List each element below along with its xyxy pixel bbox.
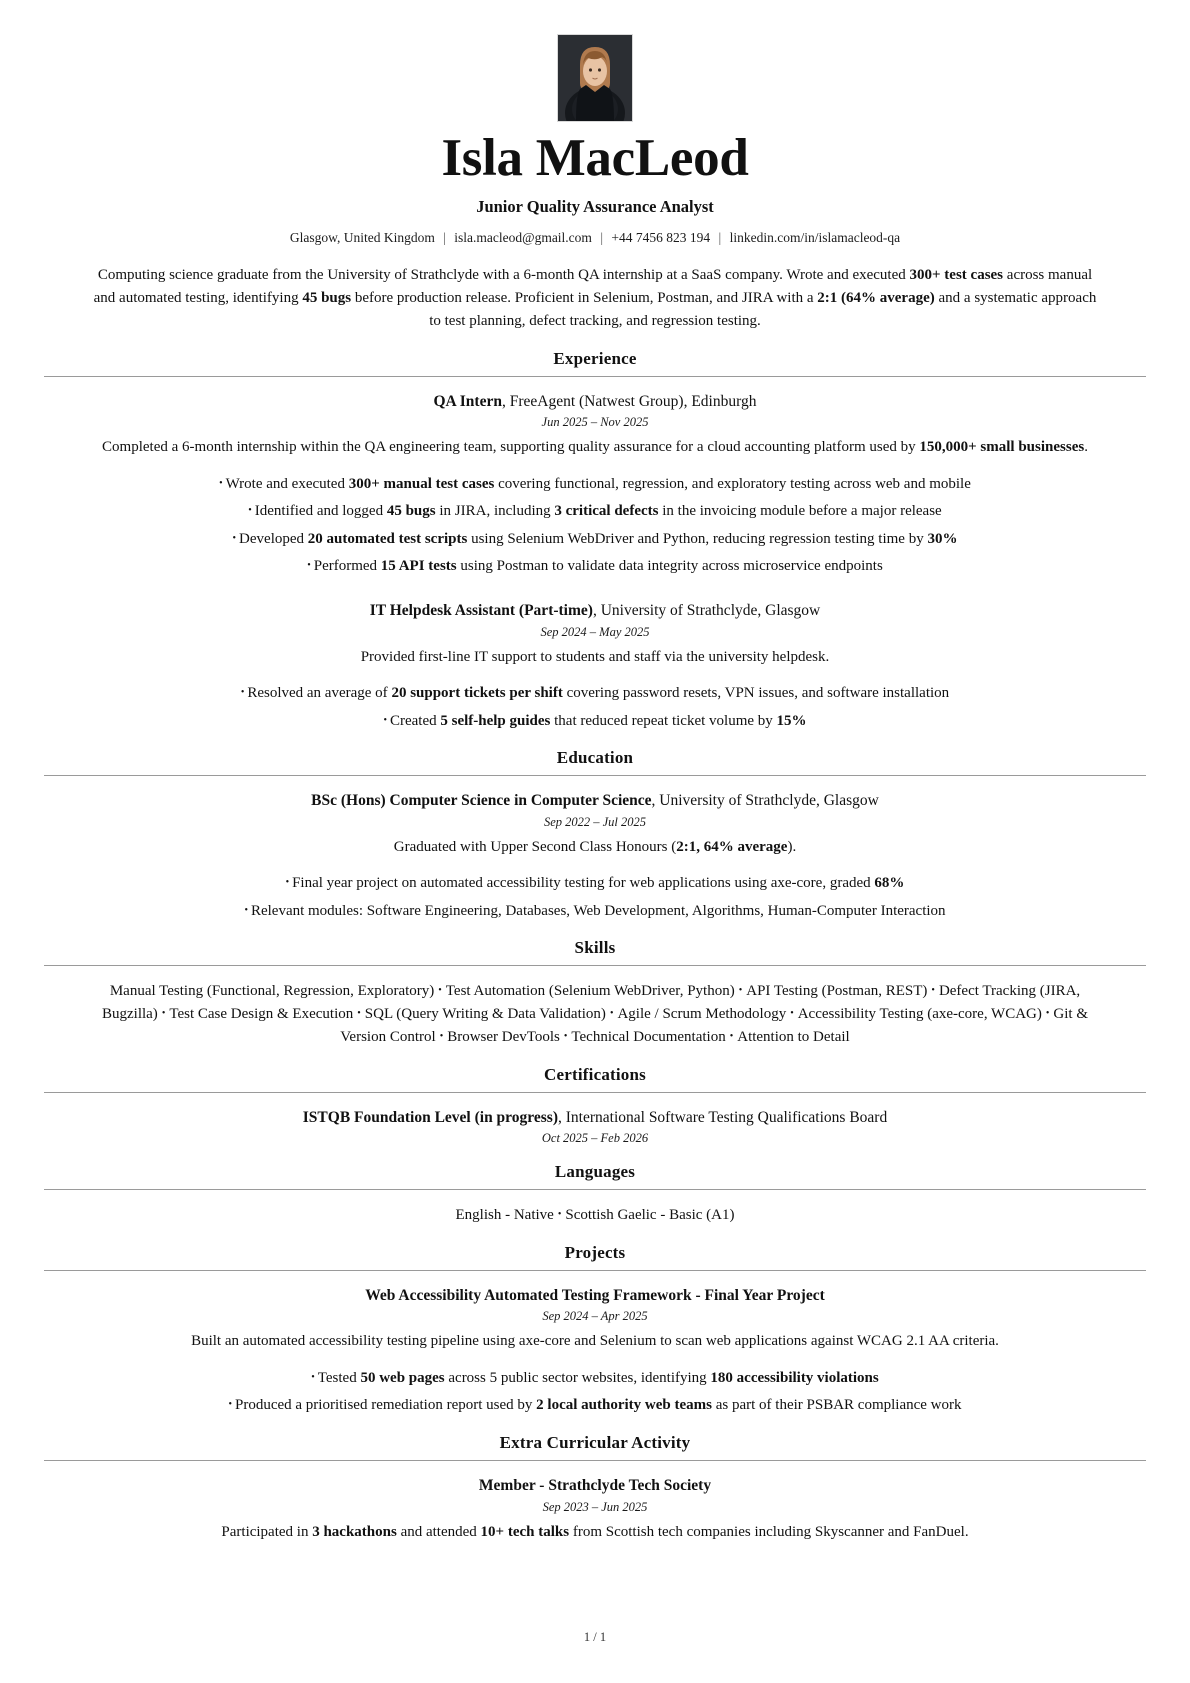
entry-date: Jun 2025 – Nov 2025: [541, 415, 649, 430]
summary-text: and a systematic approach to test planning, defect tracking, and regression testing.: [429, 290, 1097, 329]
bullet-emphasis: 50 web pages: [360, 1369, 445, 1386]
entry-date: Sep 2024 – May 2025: [540, 624, 650, 639]
skills-item: Agile / Scrum Methodology: [617, 1005, 787, 1022]
bullet-text: in JIRA, including: [435, 503, 555, 520]
entry-bullet-list: [44, 1367, 1146, 1417]
entry-description-text: Provided first-line IT support to students and staff via the university helpdesk.: [360, 648, 830, 665]
bullet-separator-icon: •: [609, 1007, 614, 1019]
entry-description-text: ).: [787, 838, 797, 855]
languages-list: [44, 1204, 1146, 1227]
entry-title-emphasis: Web Accessibility Automated Testing Framework - Final Year Project: [365, 1286, 825, 1304]
entry-description: [44, 836, 1146, 859]
bullet-text: as part of their PSBAR compliance work: [711, 1397, 962, 1414]
entry-description: [44, 1330, 1146, 1353]
bullet-text: covering functional, regression, and exploratory testing across web and mobile: [494, 475, 971, 492]
bullet-point-icon: •: [248, 505, 252, 517]
bullet-text: Performed: [313, 558, 381, 575]
entry-projects: [44, 1285, 1146, 1417]
skills-item: Browser DevTools: [447, 1028, 560, 1045]
professional-summary: [88, 264, 1102, 332]
section-title-languages: Languages: [554, 1162, 636, 1182]
bullet-point-icon: •: [307, 560, 311, 572]
section-extra-curricular-activity: [44, 1433, 1146, 1543]
bullet-separator-icon: •: [439, 1030, 444, 1042]
section-title-education: Education: [556, 748, 634, 767]
entry-education: [44, 790, 1146, 922]
entry-description-emphasis: 3 hackathons: [312, 1523, 397, 1540]
entry-description-emphasis: 150,000+ small businesses: [919, 439, 1085, 456]
page-title: Isla MacLeod: [441, 129, 749, 187]
section-divider: [44, 1270, 1146, 1271]
bullet-separator-icon: •: [161, 1007, 166, 1019]
bullet-text: Final year project on automated accessibility testing for web applications using axe-core, graded: [292, 875, 875, 892]
section-divider: [44, 775, 1146, 776]
entry-title: [44, 391, 1146, 413]
bullet-emphasis: 180 accessibility violations: [710, 1369, 879, 1386]
summary-text: before production release. Proficient in Selenium, Postman, and JIRA with a: [351, 290, 818, 307]
bullet-separator-icon: •: [790, 1007, 794, 1019]
section-title-extra-curricular-activity: Extra Curricular Activity: [499, 1432, 691, 1452]
languages-item: Scottish Gaelic - Basic (A1): [565, 1207, 735, 1224]
bullet-item: [44, 710, 1146, 733]
bullet-text: Wrote and executed: [225, 475, 349, 492]
bullet-item: [44, 682, 1146, 705]
bullet-text: Produced a prioritised remediation report used by: [234, 1397, 537, 1414]
section-certifications: [44, 1065, 1146, 1147]
section-title-certifications: Certifications: [544, 1064, 646, 1084]
skills-item: Test Automation (Selenium WebDriver, Python): [445, 983, 735, 1000]
bullet-text: Relevant modules: Software Engineering, Databases, Web Development, Algorithms, Human-Computer Interaction: [250, 902, 946, 919]
bullet-point-icon: •: [383, 714, 387, 726]
entry-description-emphasis: 2:1, 64% average: [676, 838, 788, 855]
bullet-emphasis: 15 API tests: [380, 558, 457, 575]
bullet-emphasis: 2 local authority web teams: [536, 1397, 712, 1414]
bullet-text: Created: [389, 712, 441, 729]
bullet-text: covering password resets, VPN issues, and software installation: [562, 685, 950, 701]
entry-title-text: , University of Strathclyde, Glasgow: [651, 792, 879, 809]
skills-item: SQL (Query Writing & Data Validation): [364, 1005, 606, 1022]
entry-title: [44, 1285, 1146, 1307]
skills-item: Attention to Detail: [737, 1028, 850, 1045]
summary-emphasis: 300+ test cases: [909, 267, 1004, 284]
bullet-item: [44, 1394, 1146, 1417]
bullet-separator-icon: •: [357, 1007, 361, 1019]
bullet-emphasis: 68%: [874, 875, 905, 892]
entry-description: [44, 436, 1146, 459]
summary-emphasis: 45 bugs: [302, 290, 352, 307]
section-experience: [44, 349, 1146, 732]
section-projects: [44, 1243, 1146, 1417]
bullet-separator-icon: •: [557, 1209, 562, 1221]
bullet-separator-icon: •: [438, 985, 442, 997]
bullet-item: [44, 900, 1146, 923]
entry-title: [44, 1475, 1146, 1497]
bullet-point-icon: •: [311, 1371, 315, 1383]
page-footer: 1 / 1: [583, 1630, 607, 1644]
candidate-photo: [557, 34, 633, 122]
entry-date: Sep 2024 – Apr 2025: [542, 1309, 648, 1324]
job-headline: Junior Quality Assurance Analyst: [476, 197, 714, 217]
contact-phone[interactable]: +44 7456 823 194: [611, 230, 711, 246]
entry-extra-curricular-activity: [44, 1475, 1146, 1543]
skills-item: API Testing (Postman, REST): [746, 983, 928, 1000]
skills-item: Defect Tracking (JIRA, Bugzilla): [101, 983, 1081, 1022]
contact-line: [44, 230, 1146, 246]
section-divider: [44, 1460, 1146, 1461]
entry-bullet-list: [44, 872, 1146, 922]
bullet-text: that reduced repeat ticket volume by: [550, 712, 777, 729]
section-title-projects: Projects: [564, 1242, 626, 1262]
bullet-separator-icon: •: [1045, 1007, 1050, 1019]
bullet-emphasis: 5 self-help guides: [440, 712, 551, 729]
section-divider: [44, 1092, 1146, 1093]
entry-title: [44, 790, 1146, 812]
contact-separator: |: [600, 230, 604, 246]
section-skills: [44, 938, 1146, 1048]
entry-description: [44, 646, 1146, 669]
skills-item: Test Case Design & Execution: [169, 1005, 354, 1022]
bullet-text: in the invoicing module before a major release: [658, 503, 942, 520]
entry-description-text: Completed a 6-month internship within the QA engineering team, supporting quality assurance for a cloud accounting platform used by: [102, 439, 920, 456]
bullet-text: across 5 public sector websites, identifying: [444, 1369, 711, 1386]
bullet-emphasis: 20 automated test scripts: [307, 530, 468, 547]
skills-item: Git & Version Control: [340, 1005, 1088, 1045]
bullet-emphasis: 45 bugs: [386, 503, 436, 520]
entry-date: Oct 2025 – Feb 2026: [541, 1131, 649, 1146]
entry-date: Sep 2022 – Jul 2025: [543, 814, 647, 829]
bullet-text: Resolved an average of: [247, 685, 392, 701]
bullet-emphasis: 300+ manual test cases: [348, 475, 495, 492]
section-languages: [44, 1162, 1146, 1227]
summary-text: Computing science graduate from the University of Strathclyde with a 6-month QA internship at a SaaS company. Wrote and executed: [97, 267, 910, 284]
section-title-skills: Skills: [574, 938, 616, 958]
resume-sections: [44, 349, 1146, 1544]
photo-illustration: [558, 35, 632, 121]
skills-list: [80, 980, 1110, 1048]
bullet-item: [44, 872, 1146, 895]
bullet-text: using Selenium WebDriver and Python, reducing regression testing time by: [467, 530, 928, 547]
bullet-point-icon: •: [232, 532, 237, 544]
summary-emphasis: 2:1 (64% average): [817, 290, 935, 307]
section-divider: [44, 1189, 1146, 1190]
bullet-emphasis: 3 critical defects: [554, 503, 659, 520]
bullet-item: [44, 473, 1146, 496]
bullet-separator-icon: •: [738, 985, 743, 997]
bullet-separator-icon: •: [729, 1030, 734, 1042]
entry-description-emphasis: 10+ tech talks: [480, 1523, 570, 1540]
skills-item: Manual Testing (Functional, Regression, Exploratory): [109, 983, 435, 1000]
bullet-point-icon: •: [240, 687, 245, 698]
bullet-item: [44, 1367, 1146, 1390]
section-title-experience: Experience: [553, 348, 637, 368]
skills-item: Technical Documentation: [571, 1028, 726, 1045]
entry-title-emphasis: Member - Strathclyde Tech Society: [478, 1476, 712, 1494]
entry-experience: [44, 391, 1146, 578]
contact-email[interactable]: isla.macleod@gmail.com: [454, 230, 592, 246]
bullet-point-icon: •: [285, 877, 290, 889]
bullet-separator-icon: •: [931, 985, 935, 997]
entry-title: [44, 1107, 1146, 1129]
entry-description-text: .: [1084, 439, 1088, 456]
entry-title-text: , International Software Testing Qualifications Board: [558, 1108, 888, 1126]
entry-title-emphasis: ISTQB Foundation Level (in progress): [302, 1108, 558, 1126]
bullet-text: Developed: [239, 530, 308, 547]
bullet-point-icon: •: [228, 1399, 232, 1411]
entry-certifications: [44, 1107, 1146, 1147]
entry-description-text: Built an automated accessibility testing pipeline using axe-core and Selenium to scan web applications against WCAG 2.1 AA criteria.: [191, 1333, 999, 1350]
languages-item: English - Native: [455, 1207, 554, 1224]
contact-separator: |: [718, 230, 722, 246]
bullet-point-icon: •: [244, 904, 248, 916]
bullet-emphasis: 20 support tickets per shift: [391, 685, 563, 701]
bullet-text: Identified and logged: [254, 503, 387, 520]
entry-description-text: Graduated with Upper Second Class Honours (: [393, 838, 677, 855]
summary-text: across manual and automated testing, identifying: [93, 267, 1093, 307]
entry-description-text: and attended: [396, 1523, 481, 1540]
skills-item: Accessibility Testing (axe-core, WCAG): [797, 1005, 1042, 1022]
bullet-text: using Postman to validate data integrity across microservice endpoints: [456, 558, 883, 575]
bullet-point-icon: •: [219, 477, 223, 489]
bullet-text: Tested: [317, 1369, 361, 1386]
entry-title-text: , FreeAgent (Natwest Group), Edinburgh: [501, 392, 757, 410]
resume-header: [44, 34, 1146, 246]
section-education: [44, 748, 1146, 922]
entry-description-text: from Scottish tech companies including Skyscanner and FanDuel.: [569, 1523, 969, 1540]
bullet-item: [44, 528, 1146, 551]
section-divider: [44, 965, 1146, 966]
entry-description: [44, 1521, 1146, 1544]
entry-title-emphasis: BSc (Hons) Computer Science in Computer Science: [311, 792, 652, 809]
contact-linkedin[interactable]: linkedin.com/in/islamacleod-qa: [729, 230, 901, 246]
bullet-item: [44, 555, 1146, 578]
entry-title-emphasis: QA Intern: [433, 392, 502, 410]
contact-separator: |: [443, 230, 446, 246]
contact-location: Glasgow, United Kingdom: [289, 230, 435, 246]
bullet-separator-icon: •: [563, 1030, 568, 1042]
entry-description-text: Participated in: [221, 1523, 313, 1540]
entry-title: [44, 600, 1146, 622]
entry-title-emphasis: IT Helpdesk Assistant (Part-time): [369, 601, 593, 619]
entry-bullet-list: [44, 682, 1146, 732]
section-divider: [44, 376, 1146, 377]
bullet-emphasis: 15%: [776, 712, 807, 729]
entry-bullet-list: [44, 473, 1146, 578]
entry-date: Sep 2023 – Jun 2025: [542, 1499, 648, 1514]
entry-experience: [44, 600, 1146, 732]
bullet-emphasis: 30%: [927, 530, 958, 547]
bullet-item: [44, 500, 1146, 523]
entry-title-text: , University of Strathclyde, Glasgow: [592, 601, 821, 619]
